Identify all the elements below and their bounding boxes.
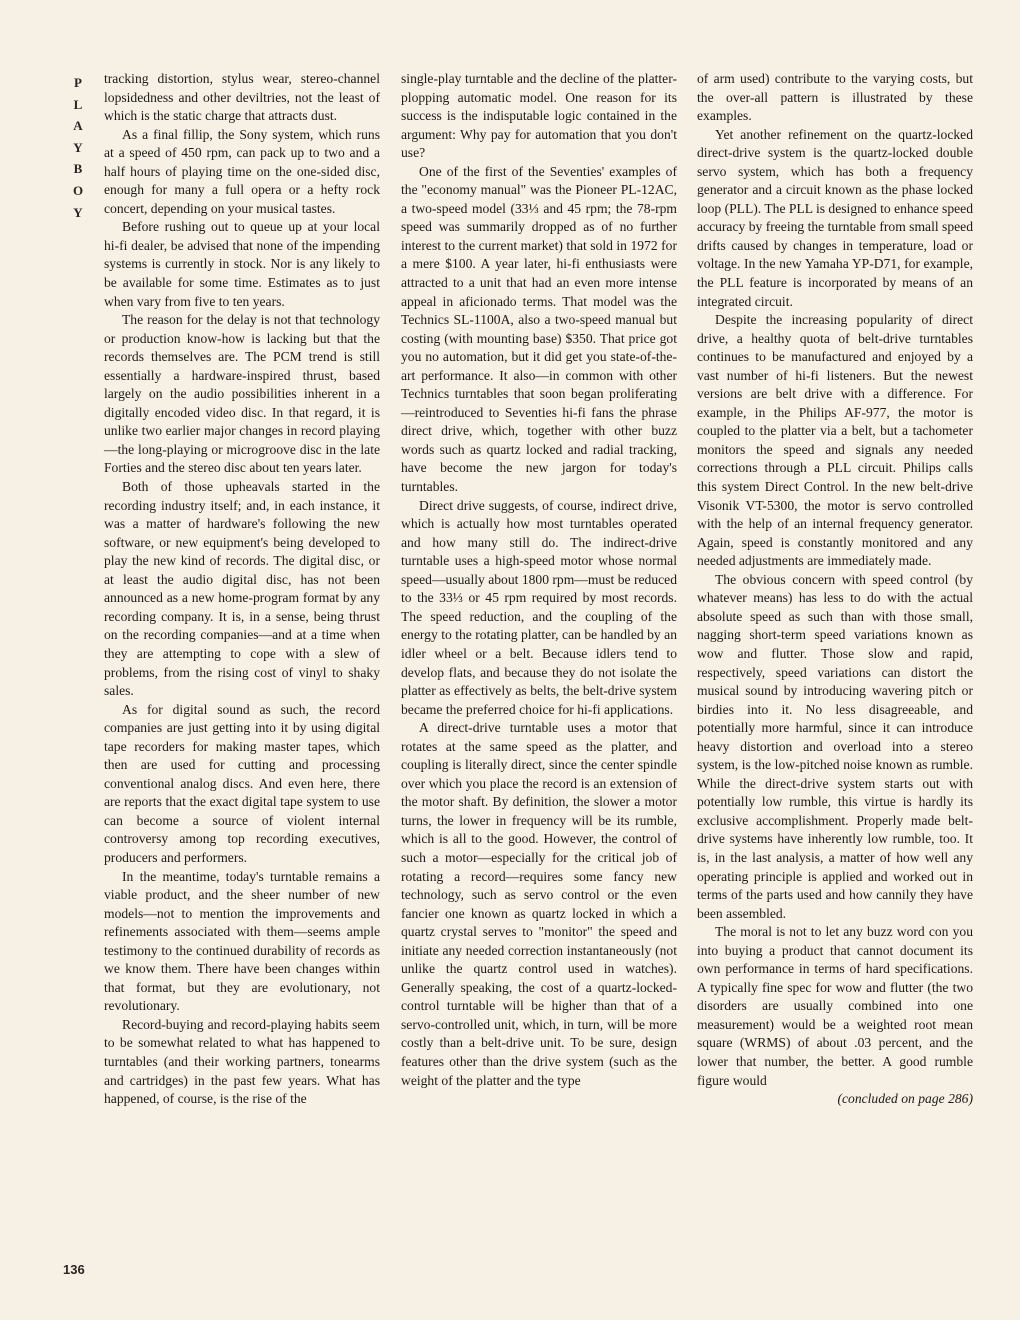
title-letter: Y <box>73 204 83 220</box>
paragraph: A direct-drive turntable uses a motor that rotates at the same speed as the platter, and coupling is literally direct, since the center spindle over which you place the record is an extension of the motor shaft. By definition, the slower a motor turns, the lower in frequency will be its rumble, which is all to the good. However, the control of such a motor—especially for the critical job of rotating a record—requires some fancy new technology, such as servo control or the even fancier one known as quartz locked in which a quartz crystal serves to "monitor" the speed and initiate any needed correction instantaneously (not unlike the quartz control used in watches). Generally speaking, the cost of a quartz-locked-control turntable will be higher than that of a servo-controlled unit, which, in turn, will be more costly than a belt-drive unit. To be sure, design features other than the drive system (such as the weight of the platter and the type <box>401 720 677 1088</box>
title-letter: B <box>73 161 83 177</box>
magazine-vertical-title <box>66 72 90 223</box>
paragraph: One of the first of the Seventies' examples of the "economy manual" was the Pioneer PL-12AC, a two-speed model (33⅓ and 45 rpm; the 78-rpm speed was summarily dropped as of no further interest to the current market) that sold in 1972 for a mere $100. A year later, hi-fi enthusiasts were attracted to a unit that had an even more intense appeal in aficionado terms. That model was the Technics SL-1100A, also a two-speed manual but costing (with mounting base) $350. That price got you no automation, but it did get you state-of-the-art performance. It also—in common with other Technics turntables that soon began proliferating—reintroduced to Seventies hi-fi fans the phrase direct drive, which, together with other buzz words such as quartz locked and radial tracking, have become the new jargon for today's turntables. <box>401 163 677 495</box>
paragraph: single-play turntable and the decline of the platter-plopping automatic model. One reason for its success is the indisputable logic contained in the argument: Why pay for automation that you don't use? <box>401 71 677 161</box>
title-letter: L <box>73 96 83 112</box>
continued-note: (concluded on page 286) <box>837 1091 973 1107</box>
article-column-2 <box>401 70 677 1090</box>
title-letter: P <box>74 75 82 90</box>
title-letter: O <box>72 182 84 198</box>
paragraph: Both of those upheavals started in the recording industry itself; and, in each instance, it was a matter of hardware's following the new software, or new equipment's being developed to play the new kind of records. The digital disc, or at least the audio digital disc, has not been announced as a new home-program format by any recording company. It is, in a sense, being thrust on the recording companies—and at a time when they are attempting to cope with a slew of problems, from the rising cost of vinyl to shaky sales. <box>104 479 380 699</box>
paragraph: The obvious concern with speed control (by whatever means) has less to do with the actual absolute speed as such than with those small, nagging short-term speed variations known as wow and flutter. Those slow and rapid, respectively, speed variations can distort the musical sound by introducing wavering pitch or birdies into it. No less disagreeable, and potentially more harmful, since it can introduce heavy distortion and overload into a stereo system, is the low-pitched noise known as rumble. While the direct-drive system starts out with potentially low rumble, this virtue is hardly its exclusive accomplishment. Properly made belt-drive systems have inherently low rumble, too. It is, in the last analysis, a matter of how well any operating principle is applied and worked out in terms of the parts used and how cannily they have been assembled. <box>697 571 973 921</box>
title-letter: Y <box>73 139 83 155</box>
paragraph: of arm used) contribute to the varying costs, but the over-all pattern is illustrated by these examples. <box>697 71 973 124</box>
paragraph: The moral is not to let any buzz word con you into buying a product that cannot document its own performance in terms of hard specifications. A typically fine spec for wow and flutter (the two disorders are usually combined into one measurement) would be a weighted root mean square (WRMS) of about .03 percent, and the lower that number, the better. A good rumble figure would <box>697 924 973 1088</box>
paragraph: Before rushing out to queue up at your local hi-fi dealer, be advised that none of the impending systems is currently in stock. Nor is any likely to be available for some time. Estimates as to just when vary from five to ten years. <box>104 219 380 309</box>
paragraph: Direct drive suggests, of course, indirect drive, which is actually how most turntables operated and how many still do. The indirect-drive turntable uses a high-speed motor whose normal speed—usually about 1800 rpm—must be reduced to the 33⅓ or 45 rpm required by most records. The speed reduction, and the coupling of the energy to the rotating platter, can be handled by an idler wheel or a belt. Because idlers tend to develop flats, and because they do not isolate the platter as effectively as belts, the belt-drive system became the preferred choice for hi-fi applications. <box>401 497 677 717</box>
paragraph: In the meantime, today's turntable remains a viable product, and the sheer number of new models—not to mention the improvements and refinements associated with them—seems ample testimony to the continued durability of records as we know them. There have been changes within that format, but they are evolutionary, not revolutionary. <box>104 868 380 1014</box>
paragraph: The reason for the delay is not that technology or production know-how is lacking but that the records themselves are. The PCM trend is still essentially a hardware-inspired thrust, based largely on the audio possibilities inherent in a digitally encoded video disc. In that regard, it is unlike two earlier major changes in record playing—the long-playing or microgroove disc in the late Forties and the stereo disc about ten years later. <box>104 312 380 476</box>
article-column-1 <box>104 70 380 1109</box>
article-column-3 <box>697 70 973 1109</box>
paragraph: As a final fillip, the Sony system, which runs at a speed of 450 rpm, can pack up to two and a half hours of playing time on the one-sided disc, enough for many a full opera or a hefty rock concert, depending on your musical tastes. <box>104 126 380 216</box>
paragraph: As for digital sound as such, the record companies are just getting into it by using digital tape recorders for making master tapes, which then are used for cutting and processing conventional analog discs. And even here, there are reports that the exact digital tape system to use can become a source of violent internal controversy among top recording executives, producers and performers. <box>104 701 380 865</box>
page-number: 136 <box>63 1262 85 1277</box>
paragraph: tracking distortion, stylus wear, stereo-channel lopsidedness and other deviltries, not the least of which is the static charge that attracts dust. <box>104 71 380 124</box>
paragraph: Despite the increasing popularity of direct drive, a healthy quota of belt-drive turntables continues to be manufactured and enjoyed by a vast number of hi-fi listeners. But the newest versions are belt drive with a difference. For example, in the Philips AF-977, the motor is coupled to the platter via a belt, but a tachometer monitors the speed and signals any needed corrections through a PLL circuit. Philips calls this system Direct Control. In the new belt-drive Visonik VT-5300, the motor is servo controlled with the help of an internal frequency generator. Again, speed is constantly monitored and any needed adjustments are immediately made. <box>697 312 973 569</box>
paragraph: Yet another refinement on the quartz-locked direct-drive system is the quartz-locked double servo system, which has both a frequency generator and a circuit known as the phase locked loop (PLL). The PLL is designed to enhance speed accuracy by freeing the turntable from small speed drifts caused by changes in temperature, load or voltage. In the new Yamaha YP-D71, for example, the PLL feature is incorporated by means of an integrated circuit. <box>697 126 973 309</box>
paragraph: Record-buying and record-playing habits seem to be somewhat related to what has happened to turntables (and their working partners, tonearms and cartridges) in the past few years. What has happened, of course, is the rise of the <box>104 1016 380 1107</box>
title-letter: A <box>73 118 83 134</box>
